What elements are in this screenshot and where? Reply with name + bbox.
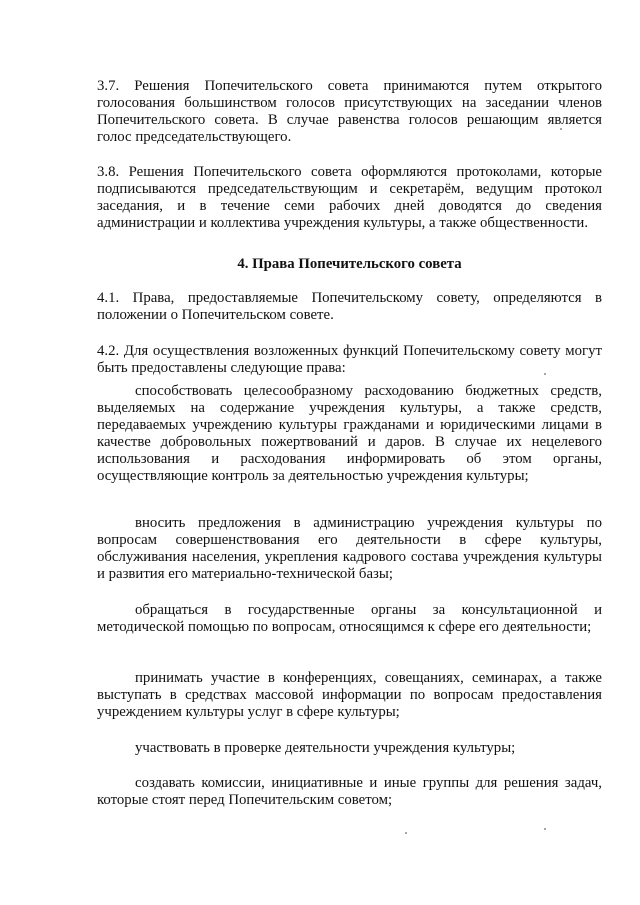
- paragraph-3-7: 3.7. Решения Попечительского совета принимаются путем открытого голосования большинством голосов присутствующих на заседании членов Попечительского совета. В случае равенства голосов решающим является голос председательствующего.: [97, 78, 602, 145]
- scan-speck: [560, 128, 562, 130]
- section-4-heading: 4. Права Попечительского совета: [237, 256, 462, 272]
- right-item: принимать участие в конференциях, совещаниях, семинарах, а также выступать в средствах массовой информации по вопросам предоставления учреждением культуры услуг в сфере культуры;: [97, 670, 602, 720]
- scan-speck: [544, 828, 546, 830]
- right-item: участвовать в проверке деятельности учреждения культуры;: [135, 740, 516, 756]
- paragraph-4-2: 4.2. Для осуществления возложенных функций Попечительскому совету могут быть предоставлены следующие права:: [97, 343, 602, 376]
- right-item: обращаться в государственные органы за консультационной и методической помощью по вопросам, относящимся к сфере его деятельности;: [97, 602, 602, 635]
- scan-speck: [544, 373, 546, 375]
- right-item: создавать комиссии, инициативные и иные группы для решения задач, которые стоят перед Попечительским советом;: [97, 775, 602, 808]
- right-item: способствовать целесообразному расходованию бюджетных средств, выделяемых на содержание учреждения культуры, а также средств, передаваемых учреждению культуры гражданами и юридическими лицами в качестве добровольных пожертвований и даров. В случае их нецелевого использования и расходования информировать об этом органы, осуществляющие контроль за деятельностью учреждения культуры;: [97, 383, 602, 484]
- right-item: вносить предложения в администрацию учреждения культуры по вопросам совершенствования его деятельности в сфере культуры, обслуживания населения, укрепления кадрового состава учреждения культуры и развития его материально-технической базы;: [97, 515, 602, 582]
- scan-speck: [405, 832, 407, 834]
- paragraph-4-1: 4.1. Права, предоставляемые Попечительскому совету, определяются в положении о Попечительском совете.: [97, 290, 602, 323]
- paragraph-3-8: 3.8. Решения Попечительского совета оформляются протоколами, которые подписываются председательствующим и секретарём, ведущим протокол заседания, и в течение семи рабочих дней доводятся до сведения администрации и коллектива учреждения культуры, а также общественности.: [97, 164, 602, 231]
